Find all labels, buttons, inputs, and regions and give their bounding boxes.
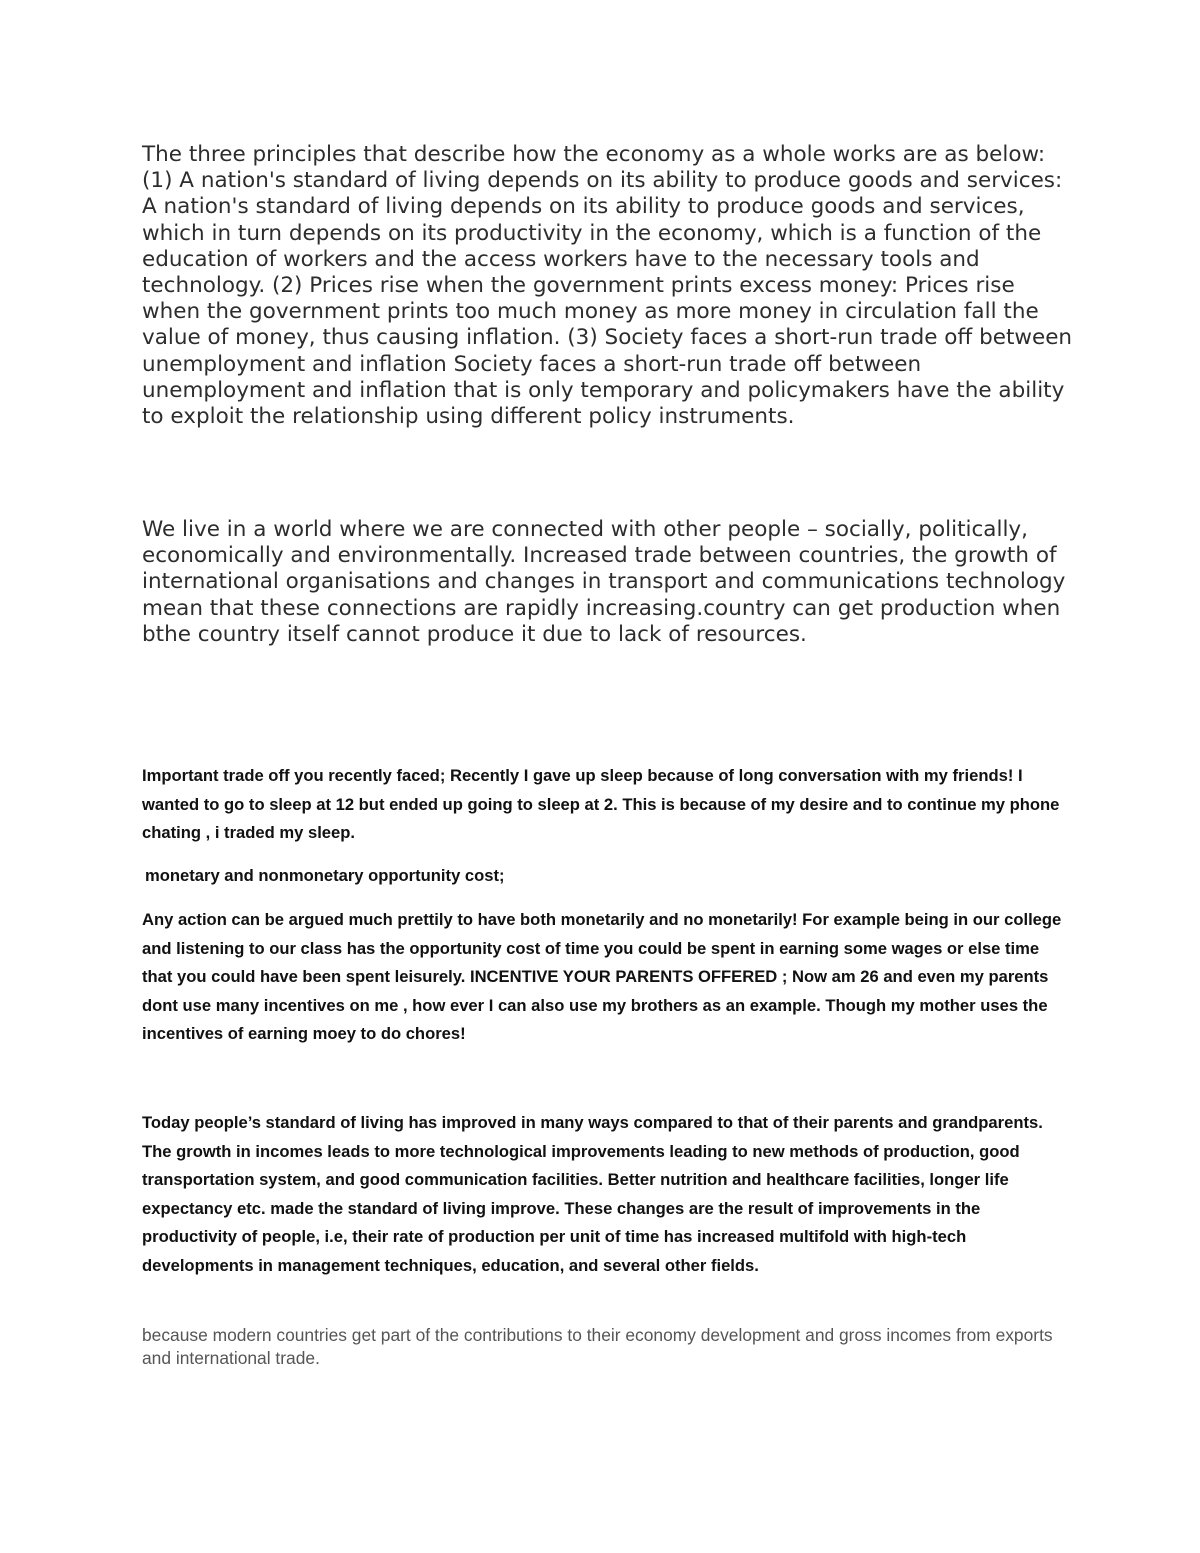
- paragraph-trade-off: Important trade off you recently faced; Recently I gave up sleep because of long conversation with my friends! I wanted to go to sleep at 12 but ended up going to sleep at 2. This is because of my desire and to continue my phone chating , i traded my sleep.: [142, 766, 1060, 843]
- paragraph-standard-of-living: Today people’s standard of living has improved in many ways compared to that of their parents and grandparents. The growth in incomes leads to more technological improvements leading to new methods of production, good transportation system, and good communication facilities. Better nutrition and healthcare facilities, longer life expectancy etc. made the standard of living improve. These changes are the result of improvements in the productivity of people, i.e, their rate of production per unit of time has increased multifold with high-tech developments in management techniques, education, and several other fields.: [142, 1113, 1043, 1275]
- paragraph-exports-trade: because modern countries get part of the contributions to their economy development and gross incomes from exports and international trade.: [142, 1325, 1053, 1368]
- paragraph-economic-principles: The three principles that describe how the economy as a whole works are as below: (1) A nation's standard of living depends on its ability to produce goods and services: A nation's standard of living depends on its ability to produce goods and services, which in turn depends on its productivity in the economy, which is a function of the education of workers and the access workers have to the necessary tools and technology. (2) Prices rise when the government prints excess money: Prices rise when the government prints too much money as more money in circulation fall the value of money, thus causing inflation. (3) Society faces a short-run trade off between unemployment and inflation Society faces a short-run trade off between unemployment and inflation that is only temporary and policymakers have the ability to exploit the relationship using different policy instruments.: [142, 142, 1073, 430]
- paragraph-opportunity-cost: Any action can be argued much prettily to have both monetarily and no monetarily! For example being in our college and listening to our class has the opportunity cost of time you could be spent in earning some wages or else time that you could have been spent leisurely. INCENTIVE YOUR PARENTS OFFERED ; Now am 26 and even my parents dont use many incentives on me , how ever I can also use my brothers as an example. Though my mother uses the incentives of earning moey to do chores!: [142, 910, 1062, 1044]
- paragraph-global-connections: We live in a world where we are connected with other people – socially, politically, economically and environmentally. Increased trade between countries, the growth of international organisations and changes in transport and communications technology mean that these connections are rapidly increasing.country can get production when bthe country itself cannot produce it due to lack of resources.: [142, 517, 1066, 647]
- paragraph-opportunity-cost-heading: monetary and nonmonetary opportunity cost;: [145, 866, 505, 885]
